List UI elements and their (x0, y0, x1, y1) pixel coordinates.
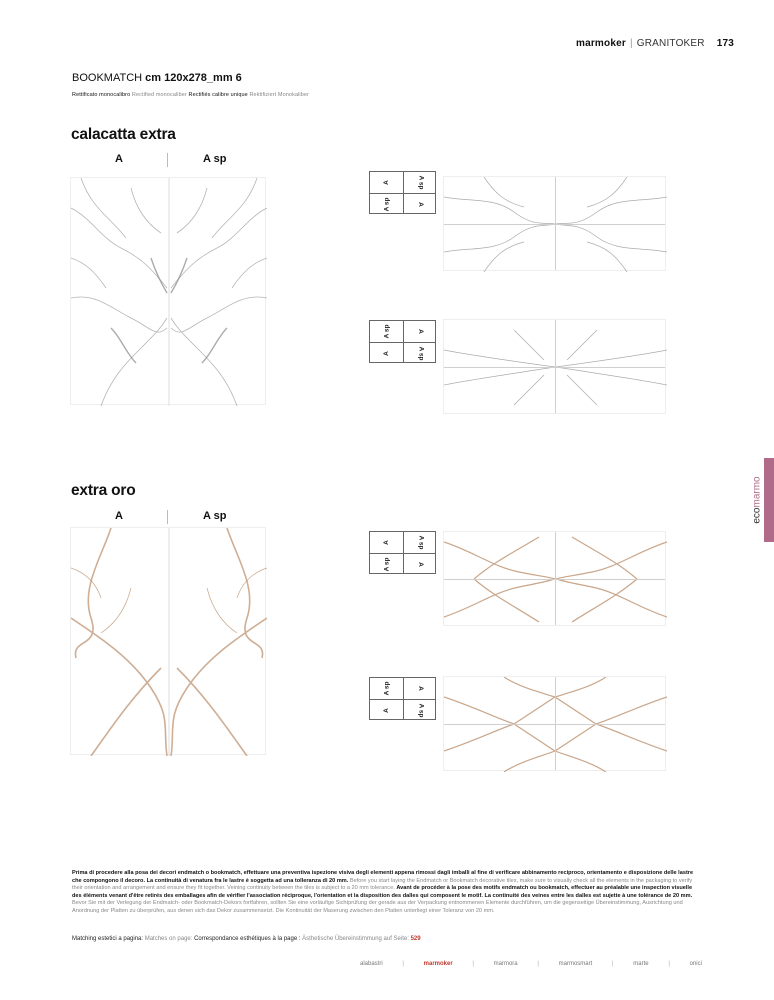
label-asp-calacatta: A sp (203, 153, 227, 165)
key1-bl: A sp (382, 197, 390, 212)
slab-pair-calacatta-extra (70, 177, 266, 405)
matching-en: Matches on page: (144, 936, 193, 942)
key2-br: A sp (416, 346, 424, 361)
title-name: BOOKMATCH (72, 72, 143, 84)
notes-fr: Avant de procéder à la pose des motifs endmatch ou bookmatch, effectuer au préalable une inspection visuelle des éléments venant d'être retirés des emballages afin de vérifier l'association réciproque, l'orientation et la disposition des dalles qui composent le motif. La continuité des veines entre les dalles est sujette à une tolérance de 20 mm. (72, 885, 693, 899)
key2-tl: A sp (382, 324, 390, 339)
page-title (72, 72, 242, 84)
key1-br: A (416, 202, 424, 207)
header-separator: | (629, 38, 633, 49)
subtitle-fr: Rectifiés calibre unique (188, 92, 248, 98)
page-subtitle (72, 92, 309, 98)
notes-de: Bevor Sie mit der Verlegung der Endmatch- oder Bookmatch-Dekors fortfahren, sollten Sie eine vorläufige Sichtprüfung der gerade aus der Verpackung entnommenen Elemente durchführen, um die gegenseitige Übereinstimmung, Ausrichtung und Anordnung der Platten zu überprüfen, aus denen sich das Dekor zusammensetzt. Die Kontinuität der Maserung zwischen den Platten unterliegt einer Toleranz von 20 mm. (72, 900, 683, 914)
side-tab-suffix: marmo (751, 476, 763, 508)
key4-bl: A (382, 708, 390, 713)
matching-it: Matching estetici a pagina: (72, 936, 144, 942)
side-tab-label (752, 476, 763, 523)
footer-nav: alabastri | marmoker | marmora | marmosmart | marte | onici (360, 961, 702, 967)
page-number: 173 (716, 38, 734, 49)
matching-de: Ästhetische Übereinstimmung auf Seite: (302, 936, 409, 942)
slab-pair-extra-oro (70, 527, 266, 755)
section-title-extra-oro: extra oro (71, 482, 136, 499)
section-title-calacatta: calacatta extra (71, 126, 176, 143)
subtitle-de: Rektifiziert Monokaliber (249, 92, 309, 98)
title-size: cm 120x278_mm 6 (145, 72, 242, 84)
matching-fr: Correspondance esthétiques à la page : (194, 936, 301, 942)
notes-en: Before you start laying the Endmatch or Bookmatch decorative tiles, make sure to visually check all the elements in the packaging to verify their orientation and arrangement and ensure they fit together. Veining continuity between the tiles is subject to a 20 mm tolerance. (72, 877, 693, 892)
key4-tl: A sp (382, 681, 390, 696)
page-header (576, 38, 734, 49)
matching-reference (72, 936, 421, 942)
key4-br: A sp (416, 703, 424, 718)
key3-tl: A (382, 540, 390, 545)
key1-tl: A (382, 180, 390, 185)
footer-item-marte[interactable]: marte (633, 961, 649, 967)
key3-tr: A sp (416, 535, 424, 550)
footer-item-onici[interactable]: onici (689, 961, 702, 967)
header-series: GRANITOKER (636, 38, 705, 49)
key3-bl: A sp (382, 557, 390, 572)
label-a-calacatta: A (115, 153, 123, 165)
header-brand: marmoker (575, 38, 626, 49)
footer-item-marmoker[interactable]: marmoker (423, 961, 453, 967)
layout-preview-calacatta-1 (443, 176, 666, 271)
subtitle-en: Rectified monocaliber (131, 92, 187, 98)
label-divider (167, 153, 168, 167)
layout-key-3 (369, 531, 436, 574)
key2-bl: A (382, 351, 390, 356)
calacatta-veining (71, 178, 267, 406)
subtitle-it: Rettificato monocalibro (72, 92, 131, 98)
layout-key-4 (369, 677, 436, 720)
key2-tr: A (416, 329, 424, 334)
layout-preview-extra-oro-2 (443, 676, 666, 771)
label-a-extra-oro: A (115, 510, 123, 522)
footer-item-marmosmart[interactable]: marmosmart (558, 961, 593, 967)
notes-it: Prima di procedere alla posa dei decori endmatch o bookmatch, effettuare una preventiva ispezione visiva degli elementi appena rimossi dagli imballi al fine di verificare abbinamento reciproco, orientamento e disposizione delle lastre che compongono il decoro. La continuità di venatura fra le lastre è soggetta ad una tolleranza di 20 mm. (72, 870, 694, 884)
label-asp-extra-oro: A sp (203, 510, 227, 522)
key4-tr: A (416, 686, 424, 691)
installation-notes (72, 870, 702, 916)
side-tab-prefix: eco (751, 507, 763, 524)
layout-preview-calacatta-2 (443, 319, 666, 414)
extra-oro-veining (71, 528, 267, 756)
footer-item-alabastri[interactable]: alabastri (360, 961, 383, 967)
layout-key-1 (369, 171, 436, 214)
label-divider (167, 510, 168, 524)
footer-item-marmora[interactable]: marmora (493, 961, 518, 967)
layout-preview-extra-oro-1 (443, 531, 666, 626)
side-tab-marker (764, 458, 774, 542)
key1-tr: A sp (416, 175, 424, 190)
key3-br: A (416, 562, 424, 567)
layout-key-2 (369, 320, 436, 363)
matching-page: 529 (410, 936, 421, 942)
